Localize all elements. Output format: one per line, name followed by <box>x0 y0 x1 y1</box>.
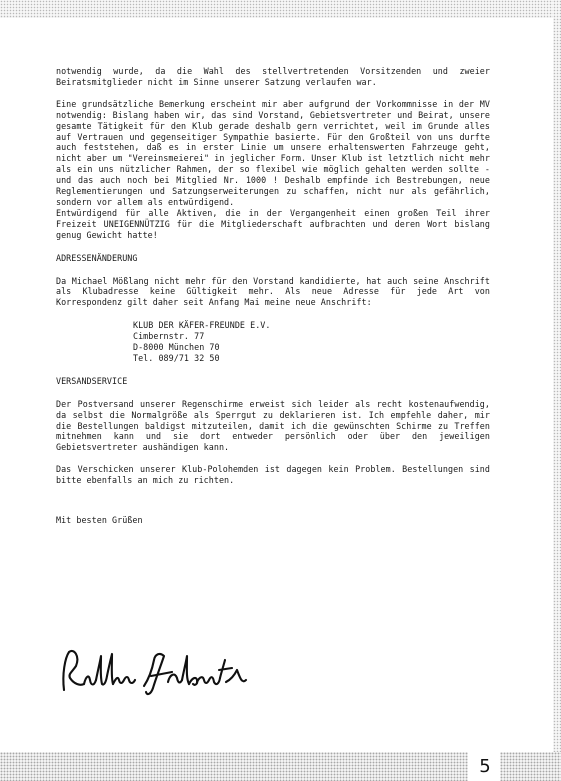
scan-edge-top <box>0 0 561 18</box>
closing-greeting: Mit besten Grüßen <box>56 515 143 526</box>
paragraph-umbrellas: Der Postversand unserer Regenschirme erweist sich leider als recht kostenaufwendig, da selbst die Normalgröße als Sperrgut zu deklarieren ist. Ich empfehle daher, mir die Bestellungen baldigst mitzuteilen, damit ich die gewünschten Schirme zu Treffen mitnehmen kann und sie dort entweder persönlich oder über den jeweiligen Gebietsvertreter aushändigen kann. <box>56 398 490 453</box>
paragraph-volunteers: Entwürdigend für alle Aktiven, die in der Vergangenheit einen großen Teil ihrer Freizeit UNEIGENNÜTZIG für die Mitgliederschaft aufbrachten und deren Wort bislang genug Gewicht hatte! <box>56 207 490 240</box>
paragraph-address-change: Da Michael Mößlang nicht mehr für den Vorstand kandidierte, hat auch seine Anschrift als Klubadresse keine Gültigkeit mehr. Als neue Adresse für jede Art von Korrespondenz gilt daher seit Anfang Mai meine neue Anschrift: <box>56 275 490 308</box>
scan-edge-right <box>553 0 561 781</box>
letter-body <box>56 66 490 526</box>
scan-edge-bottom <box>0 752 468 781</box>
page-number: 5 <box>479 756 491 777</box>
heading-shipping-service: VERSANDSERVICE <box>56 375 128 386</box>
address-line-club: KLUB DER KÄFER-FREUNDE E.V. <box>133 320 271 331</box>
heading-address-change: ADRESSENÄNDERUNG <box>56 252 138 263</box>
address-line-city: D-8000 München 70 <box>133 342 220 353</box>
handwritten-signature <box>56 640 266 698</box>
paragraph-remark: Eine grundsätzliche Bemerkung erscheint mir aber aufgrund der Vorkommnisse in der MV notwendig: Bislang haben wir, das sind Vorstand, Gebietsvertreter und Beirat, unsere gesamte Tätigkeit für den Klub gerade deshalb gern verrichtet, weil im Grunde alles auf Vertrauen und gegenseitiger Sympathie basierte. Für den Großteil von uns durfte auch feststehen, daß es in erster Linie um unsere erhaltenswerten Fahrzeuge geht, nicht aber um "Vereinsmeierei" in jeglicher Form. Unser Klub ist letztlich nicht mehr als ein uns nützlicher Rahmen, der so flexibel wie möglich gehalten werden sollte - und das auch noch bei Mitglied Nr. 1000 ! Deshalb empfinde ich Bestrebungen, neue Reglementierungen und Satzungserweiterungen zu schaffen, nicht nur als gefährlich, sondern vor allem als entwürdigend. <box>56 98 490 207</box>
address-line-street: Cimbernstr. 77 <box>133 331 205 342</box>
paragraph-continuation: notwendig wurde, da die Wahl des stellvertretenden Vorsitzenden und zweier Beiratsmitglieder nicht im Sinne unserer Satzung verlaufen war. <box>56 66 490 87</box>
scan-edge-bottom-right <box>500 752 561 781</box>
address-line-phone: Tel. 089/71 32 50 <box>133 352 220 363</box>
club-address-block <box>133 320 490 364</box>
paragraph-polo-shirts: Das Verschicken unserer Klub-Polohemden ist dagegen kein Problem. Bestellungen sind bitte ebenfalls an mich zu richten. <box>56 464 490 486</box>
